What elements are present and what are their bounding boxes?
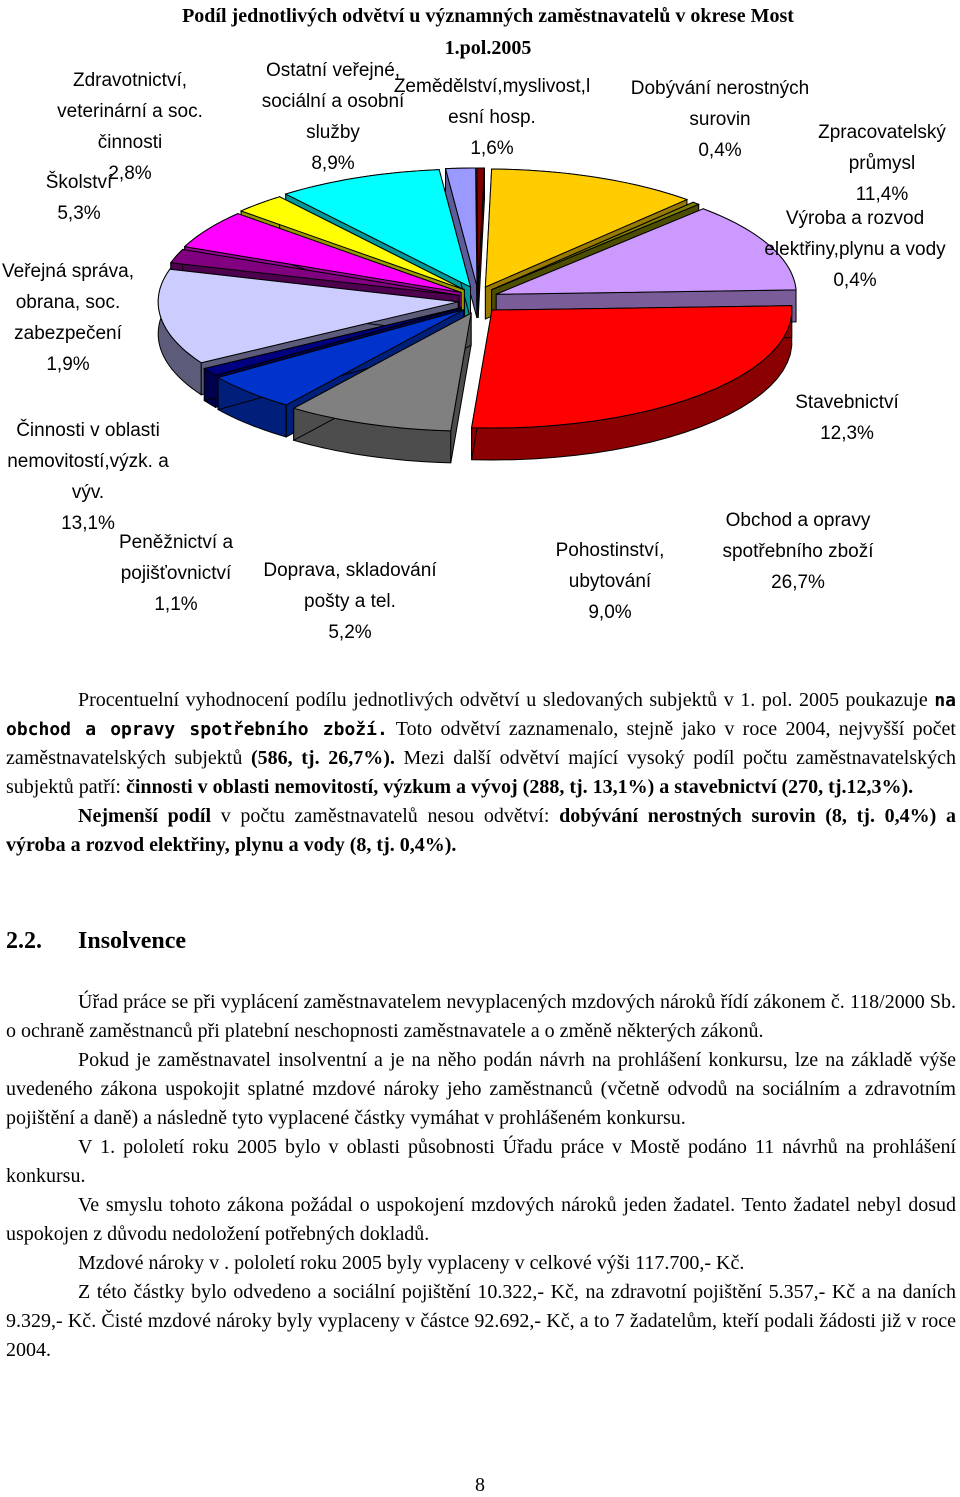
slice-label-line: elektřiny,plynu a vody [764, 239, 946, 260]
slice-label [46, 171, 113, 224]
slice-label-line: 5,3% [57, 203, 101, 224]
slice-label-line: Činnosti v oblasti [16, 420, 160, 441]
slice-label-line: 9,0% [588, 602, 632, 623]
p1-run-4: Mezi další odvětví mající vysoký podíl počtu zaměstnavatelských subjektů patří: [6, 747, 956, 798]
slice-label [57, 70, 203, 184]
slice-label-line: 1,9% [46, 354, 90, 375]
slice-label-line: veterinární a soc. [57, 101, 203, 122]
slice-label-line: pojišťovnictví [120, 563, 232, 584]
paragraph-applicant: Ve smyslu tohoto zákona požádal o uspokojení mzdových nároků jeden žadatel. Tento žadatel nebyl dosud uspokojen z důvodu nedoložení potřebných dokladů. [6, 1194, 956, 1245]
slice-label-line: 0,4% [698, 140, 742, 161]
page-number: 8 [475, 1474, 485, 1496]
pie-slice [472, 306, 792, 460]
slice-label-line: 11,4% [855, 184, 909, 205]
p1-run-0: Procentuelní vyhodnocení podílu jednotlivých odvětví u sledovaných subjektů v 1. pol. 2005 poukazuje [78, 689, 935, 711]
slice-label [818, 122, 946, 205]
p1-run-1: na obchod a opravy spotřebního zboží. [6, 690, 956, 740]
slice-label [119, 532, 233, 615]
slice-label-line: činnosti [97, 132, 163, 153]
slice-label-line: 12,3% [820, 423, 874, 444]
slice-label-line: Stavebnictví [795, 392, 899, 413]
slice-label [262, 60, 405, 174]
slice-label-line: 1,1% [154, 594, 198, 615]
slice-label-line: zabezpečení [14, 323, 122, 344]
slice-label [394, 76, 590, 159]
pie-chart [0, 0, 960, 670]
slice-label-line: průmysl [848, 153, 916, 174]
p1-run-5: činnosti v oblasti nemovitostí, výzkum a vývoj (288, tj. 13,1%) a stavebnictví (270, tj.12,3%). [125, 776, 914, 798]
slice-label-line: pošty a tel. [304, 591, 396, 612]
slice-label-line: Výroba a rozvod [785, 208, 925, 229]
slice-label-line: ubytování [568, 571, 652, 592]
section-title: Insolvence [78, 928, 186, 954]
slice-label-line: Dobývání nerostných [630, 78, 810, 99]
section-number: 2.2. [6, 928, 42, 954]
chart-title-line-2: 1.pol.2005 [444, 37, 532, 59]
slice-label-line: Školství [45, 172, 113, 193]
slice-label-line: 0,4% [833, 270, 877, 291]
p2-run-2: dobývání nerostných surovin (8, tj. 0,4%) a výroba a rozvod elektřiny, plynu a vody (8, tj. 0,4%). [6, 805, 956, 856]
slice-label [631, 78, 810, 161]
slice-label-line: obrana, soc. [15, 292, 121, 313]
slice-label-line: Doprava, skladování [263, 560, 437, 581]
pie-slice [477, 168, 485, 318]
p2-run-1: v počtu zaměstnavatelů nesou odvětví: [211, 805, 560, 827]
slice-label-line: výv. [71, 482, 105, 503]
slice-label-line: 2,8% [108, 163, 152, 184]
slice-label-line: 1,6% [470, 138, 514, 159]
slice-label [2, 261, 134, 375]
slice-label [795, 392, 899, 444]
slice-label-line: esní hosp. [448, 107, 536, 128]
slice-label-line: Pohostinství, [555, 540, 665, 561]
slice-labels [2, 60, 946, 643]
paragraph-deductions: Z této částky bylo odvedeno a sociální pojištění 10.322,- Kč, na zdravotní pojištění 5.357,- Kč a na daních 9.329,- Kč. Čisté mzdové nároky byly vyplaceny v částce 92.692,- Kč, a to 7 žadatelům, kteří podali žádosti již v roce 2004. [6, 1281, 956, 1361]
p1-run-3: (586, tj. 26,7%). [250, 747, 395, 769]
slice-label [263, 560, 437, 643]
slice-label-line: Peněžnictví a [118, 532, 234, 553]
paragraph-paid-claims: Mzdové nároky v . pololetí roku 2005 byly vyplaceny v celkové výši 117.700,- Kč. [78, 1252, 745, 1274]
paragraph-proposals: V 1. pololetí roku 2005 bylo v oblasti působnosti Úřadu práce v Mostě podáno 11 návrhů na prohlášení konkursu. [6, 1136, 956, 1187]
slice-label-line: Veřejná správa, [1, 261, 135, 282]
paragraph-law: Úřad práce se při vyplácení zaměstnavatelem nevyplacených mzdových nároků řídí zákonem č. 118/2000 Sb. o ochraně zaměstnanců při platební neschopnosti zaměstnavatele a o změně některých zákonů. [6, 991, 956, 1042]
slice-label-line: Ostatní veřejné, [265, 60, 401, 81]
slice-label-line: Zdravotnictví, [72, 70, 188, 91]
slice-label-line: služby [306, 122, 360, 143]
paragraph-insolvent-employer: Pokud je zaměstnavatel insolventní a je na něho podán návrh na prohlášení konkursu, lze na základě výše uvedeného zákona uspokojit splatné mzdové nároky jeho zaměstnanců (včetně odvodů na sociálním a zdravotním pojištění a daně) a následně tyto vyplacené částky vymáhat v prohlášeném konkursu. [6, 1049, 956, 1129]
slice-label-line: spotřebního zboží [722, 541, 874, 562]
section-heading [6, 928, 186, 955]
slice-label-line: nemovitostí,výzk. a [7, 451, 169, 472]
slice-label [7, 419, 169, 534]
slice-label-line: 5,2% [328, 622, 372, 643]
paragraph-summary [6, 686, 956, 802]
slice-label-line: Zemědělství,myslivost,l [393, 76, 591, 97]
pie-slice-face [472, 306, 792, 428]
slice-label-line: Zpracovatelský [818, 122, 946, 143]
slice-label-line: surovin [689, 109, 751, 130]
chart-title-line-1: Podíl jednotlivých odvětví u významných zaměstnavatelů v okrese Most [182, 5, 794, 27]
p2-run-0: Nejmenší podíl [78, 805, 212, 827]
slice-label-line: 26,7% [771, 572, 825, 593]
p1-run-2: Toto odvětví zaznamenalo, stejně jako v roce 2004, nejvyšší počet zaměstnavatelských subjektů [6, 718, 956, 769]
slice-label-line: sociální a osobní [261, 91, 405, 112]
analysis-text [6, 686, 956, 860]
slice-label [722, 510, 874, 593]
paragraph-smallest-share [6, 802, 956, 860]
pie-slices [158, 168, 796, 463]
slice-label [556, 540, 665, 623]
slice-label-line: 8,9% [311, 153, 355, 174]
insolvence-text [6, 988, 956, 1365]
slice-label-line: Obchod a opravy [725, 510, 871, 531]
slice-label-line: 13,1% [61, 513, 115, 534]
